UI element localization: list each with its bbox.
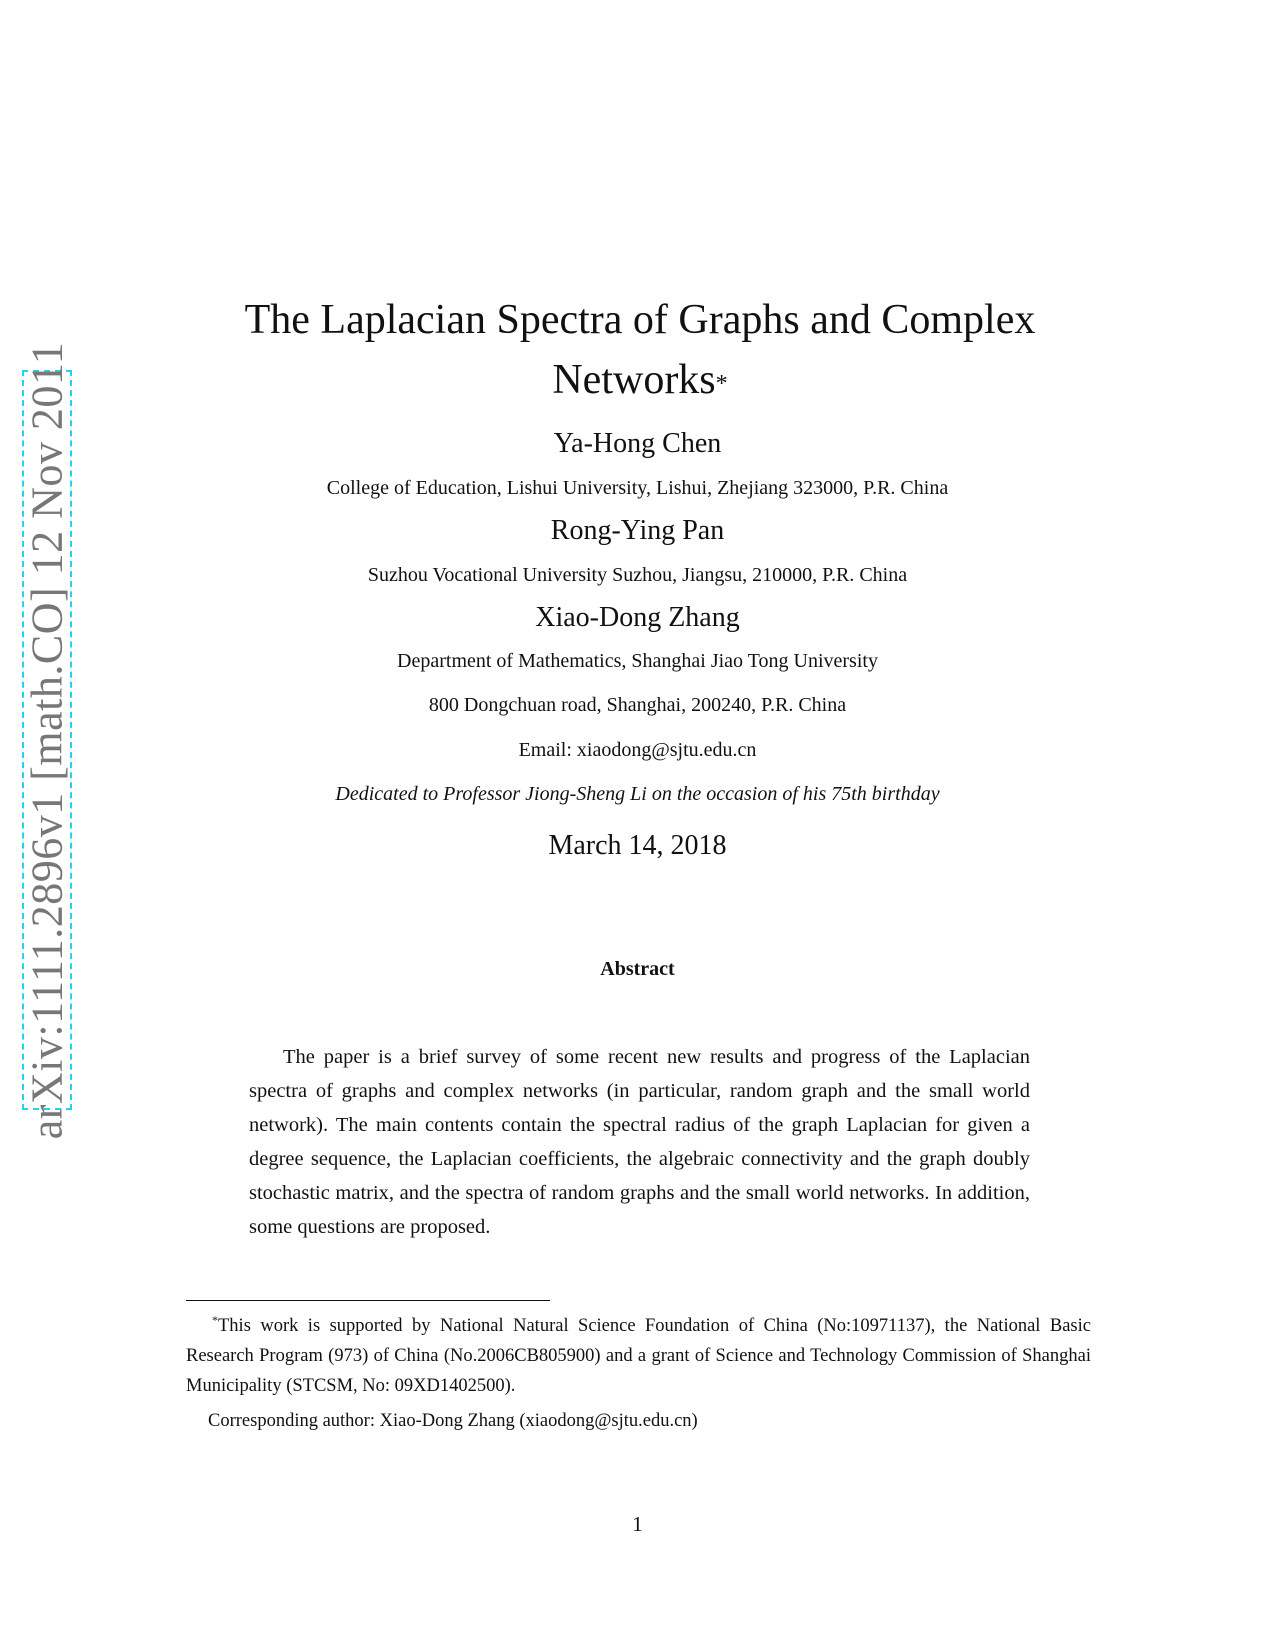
author-affiliation-3-line-2: 800 Dongchuan road, Shanghai, 200240, P.R. China — [428, 694, 847, 716]
author-email: Email: xiaodong@sjtu.edu.cn — [518, 739, 757, 761]
author-name-2: Rong-Ying Pan — [550, 515, 725, 546]
page-number: 1 — [632, 1512, 643, 1536]
footnote-text: This work is supported by National Natural Science Foundation of China (No:10971137), the National Basic Research Program (973) of China (No.2006CB805900) and a grant of Science and Technology Commission of Shanghai Municipality (STCSM, No: 09XD1402500). — [186, 1316, 1091, 1397]
author-affiliation-1: College of Education, Lishui University, Lishui, Zhejiang 323000, P.R. China — [326, 477, 949, 499]
arxiv-stamp-text: arXiv:1111.2896v1 [math.CO] 12 Nov 2011 — [22, 341, 72, 1139]
author-affiliation-2: Suzhou Vocational University Suzhou, Jiangsu, 210000, P.R. China — [367, 564, 908, 586]
abstract-text: The paper is a brief survey of some recent new results and progress of the Laplacian spectra of graphs and complex networks (in particular, random graph and the small world network). The main contents contain the spectral radius of the graph Laplacian for given a degree sequence, the Laplacian coefficients, the algebraic connectivity and the graph doubly stochastic matrix, and the spectra of random graphs and the small world networks. In addition, some questions are proposed. — [249, 1046, 1030, 1238]
paper-title — [200, 290, 1080, 410]
dedication: Dedicated to Professor Jiong-Sheng Li on the occasion of his 75th birthday — [335, 783, 940, 805]
author-affiliation-3-line-1: Department of Mathematics, Shanghai Jiao Tong University — [397, 650, 878, 672]
paper-date: March 14, 2018 — [548, 830, 727, 861]
footnote-divider — [186, 1300, 550, 1301]
title-footnote-mark: * — [715, 371, 728, 397]
title-line-2-text: Networks — [552, 357, 716, 403]
title-line-1: The Laplacian Spectra of Graphs and Complex — [244, 297, 1036, 343]
author-name-1: Ya-Hong Chen — [553, 428, 722, 459]
title-line-2 — [200, 350, 1080, 410]
footnote-funding — [186, 1305, 1091, 1401]
author-name-3: Xiao-Dong Zhang — [535, 602, 740, 633]
footnote-mark: * — [212, 1313, 218, 1327]
corresponding-author: Corresponding author: Xiao-Dong Zhang (xiaodong@sjtu.edu.cn) — [208, 1411, 698, 1431]
abstract-heading: Abstract — [600, 958, 675, 980]
